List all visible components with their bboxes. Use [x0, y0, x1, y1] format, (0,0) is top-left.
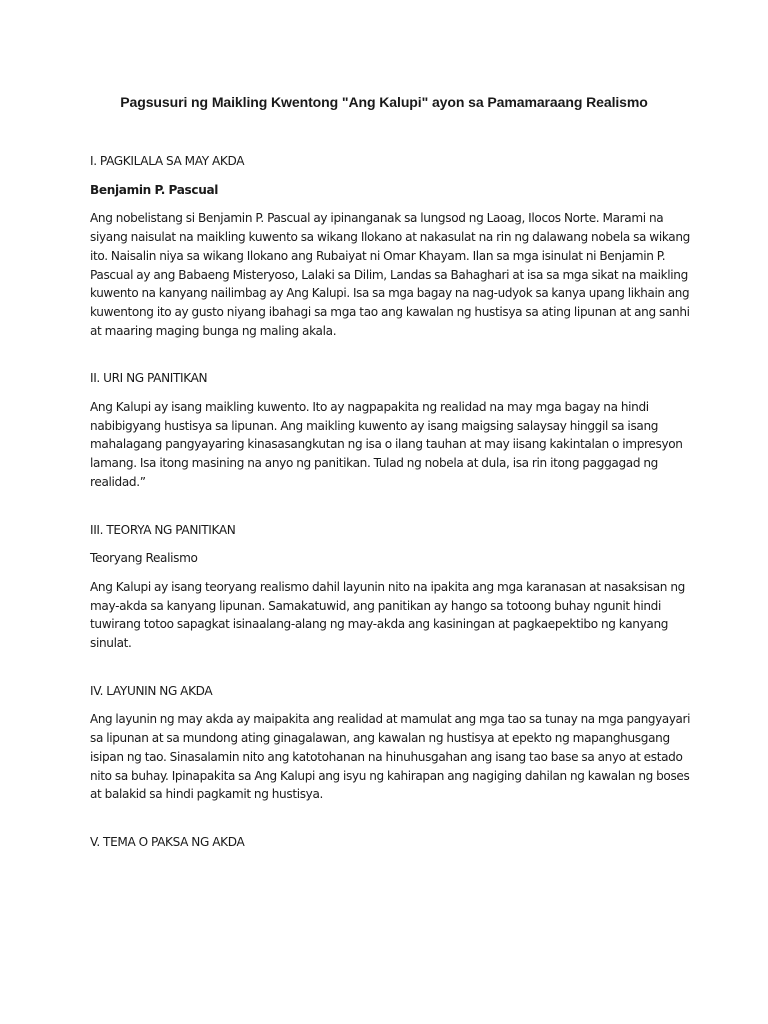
- author-name: Benjamin P. Pascual: [90, 182, 219, 197]
- text-line: mahalagang pangyayaring kinasasangkutan ng isa o ilang tauhan at may iisang kakintalan o impresyon: [90, 437, 683, 452]
- text-line: realidad.”: [90, 474, 146, 489]
- text-line: Pascual ay ang Babaeng Misteryoso, Lalaki sa Dilim, Landas sa Bahaghari at isa sa mga sikat na maikling: [90, 267, 688, 282]
- text-line: at maaring maging bunga ng maling akala.: [90, 323, 337, 338]
- paragraph-teorya: [90, 578, 690, 653]
- text-line: Ang nobelistang si Benjamin P. Pascual ay ipinanganak sa lungsod ng Laoag, Ilocos Norte. Marami na: [90, 211, 664, 226]
- text-line: kuwentong ito ay gusto niyang ibahagi sa mga tao ang kawalan ng hustisya sa ating lipunan at ang sanhi: [90, 304, 690, 319]
- section-heading-teorya: III. TEORYA NG PANITIKAN: [90, 522, 236, 537]
- paragraph-author-bio: [90, 209, 690, 340]
- text-line: lamang. Isa itong masining na anyo ng panitikan. Tulad ng nobela at dula, isa rin itong paggagad ng: [90, 456, 659, 471]
- text-line: at balakid sa hindi pagkamit ng hustisya.: [90, 787, 324, 802]
- section-heading-layunin: IV. LAYUNIN NG AKDA: [90, 683, 213, 698]
- subheading-teoryang-realismo: Teoryang Realismo: [90, 551, 198, 566]
- text-line: Ang Kalupi ay isang maikling kuwento. Ito ay nagpapakita ng realidad na may mga bagay na hindi: [90, 400, 649, 415]
- text-line: isipan ng tao. Sinasalamin nito ang katotohanan na hinuhusgahan ang isang tao base sa anyo at estado: [90, 749, 683, 764]
- section-heading-pagkilala: I. PAGKILALA SA MAY AKDA: [90, 154, 245, 168]
- text-line: may-akda sa kanyang lipunan. Samakatuwid, ang panitikan ay hango sa totoong buhay ngunit hindi: [90, 598, 662, 613]
- section-heading-tema: V. TEMA O PAKSA NG AKDA: [90, 834, 245, 849]
- text-line: sa lipunan at sa mundong ating ginagalawan, ang kawalan ng hustisya at epekto ng mapanghusgang: [90, 731, 670, 746]
- document-body: [90, 152, 690, 852]
- text-line: tuwirang totoo sapagkat isinaalang-alang ng may-akda ang kasiningan at pagkaepektibo ng kanyang: [90, 617, 669, 632]
- text-line: Ang layunin ng may akda ay maipakita ang realidad at mamulat ang mga tao sa tunay na mga pangyayari: [90, 712, 691, 727]
- text-line: ito. Naisalin niya sa wikang Ilokano ang Rubaiyat ni Omar Khayam. Ilan sa mga isinulat ni Benjamin P.: [90, 248, 666, 263]
- text-line: nabibigyang hustisya sa lipunan. Ang maikling kuwento ay isang maigsing salaysay hinggil sa isang: [90, 418, 659, 433]
- document-title: Pagsusuri ng Maikling Kwentong "Ang Kalupi" ayon sa Pamamaraang Realismo: [120, 94, 648, 110]
- paragraph-layunin: [90, 710, 690, 804]
- section-heading-uri: II. URI NG PANITIKAN: [90, 371, 208, 386]
- text-line: nito sa buhay. Ipinapakita sa Ang Kalupi ang isyu ng kahirapan ang nagiging dahilan ng kawalan ng boses: [90, 768, 690, 783]
- text-line: Ang Kalupi ay isang teoryang realismo dahil layunin nito na ipakita ang mga karanasan at nasaksisan ng: [90, 579, 685, 594]
- text-line: kuwento na kanyang nailimbag ay Ang Kalupi. Isa sa mga bagay na nag-udyok sa kanya upang likhain ang: [90, 286, 690, 301]
- text-line: sinulat.: [90, 636, 132, 651]
- text-line: siyang naisulat na maikling kuwento sa wikang Ilokano at nakasulat na rin ng dalawang nobela sa wikang: [90, 230, 691, 245]
- paragraph-uri: [90, 398, 690, 492]
